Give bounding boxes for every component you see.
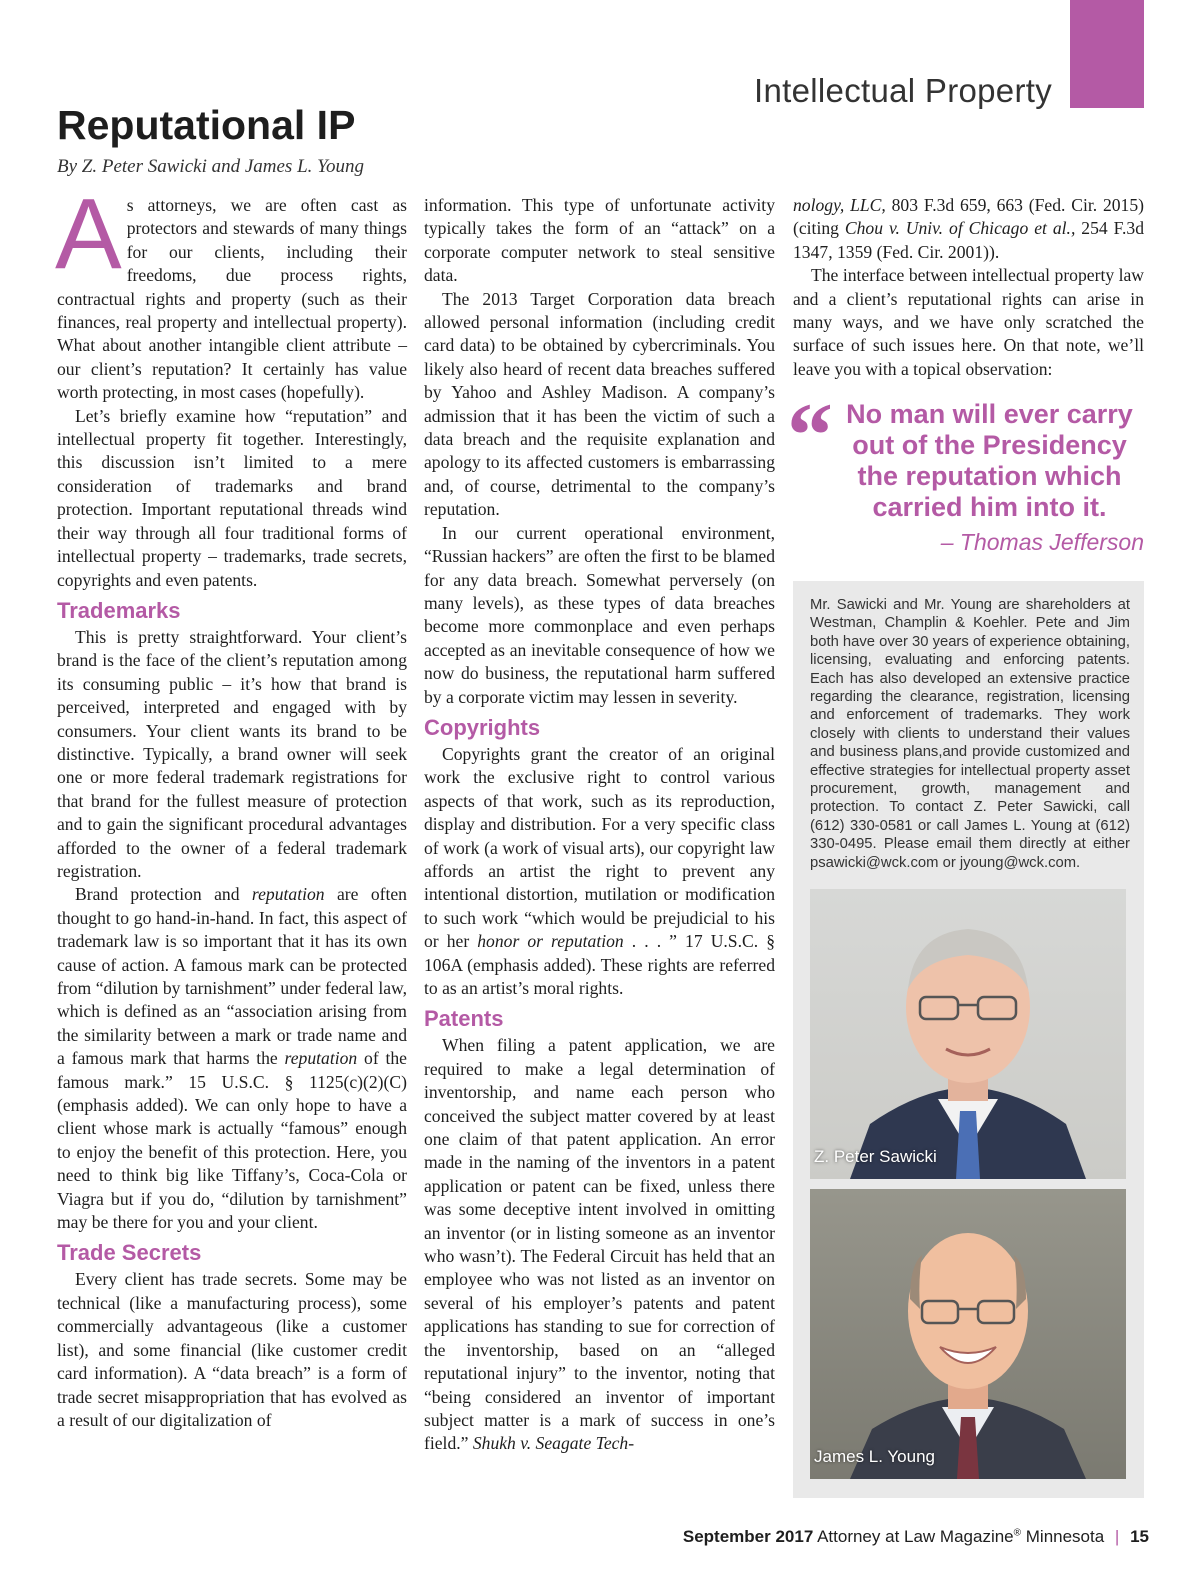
paragraph xyxy=(424,1034,775,1455)
author-bio-box xyxy=(793,581,1144,1498)
author-photo-sawicki xyxy=(810,889,1126,1179)
emphasis-text: honor or reputation xyxy=(477,931,624,952)
paragraph: This is pretty straightforward. Your client’s brand is the face of the client’s reputation among its consuming public – it’s how that brand is perceived, interpreted and engaged with by consumers. Your client wants its brand to be distinctive. Typically, a brand owner will seek one or more federal trademark registrations for that brand for the fullest measure of protection and to gain the significant procedural advantages afforded to the owner of a federal trademark registration. xyxy=(57,626,407,881)
pull-quote-text: No man will ever carry out of the Presidency the reputation which carried him into it. xyxy=(846,399,1133,523)
text-run: 254 F.3d 1347, 1359 (Fed. Cir. 2001)). xyxy=(793,218,1144,262)
emphasis-text: nology, LLC, xyxy=(793,195,886,215)
subhead-trade-secrets: Trade Secrets xyxy=(57,1240,202,1266)
author-photo-young xyxy=(810,1189,1126,1479)
quote-mark-icon: “ xyxy=(787,384,833,487)
subhead-trademarks: Trademarks xyxy=(57,597,181,623)
paragraph xyxy=(57,883,407,1234)
article-byline: By Z. Peter Sawicki and James L. Young xyxy=(57,156,364,177)
page-footer xyxy=(683,1527,1149,1547)
paragraph: In our current operational environment, “Russian hackers” are often the first to be blamed for any data breach. Somewhat perversely (on many levels), as these types of data breaches become more commonplace and even perhaps accepted as an inevitable consequence of how we now do business, the reputational harm suffered by a corporate victim may lessen in severity. xyxy=(424,522,775,707)
portrait-illustration xyxy=(810,889,1126,1179)
article-title: Reputational IP xyxy=(57,102,356,148)
text-run: of the famous mark.” 15 U.S.C. § 1125(c)(2)(C) (emphasis added). We can only hope to have a client whose mark is actually “famous” enough to enjoy the benefit of this protection. Here, you need to think big like Tiffany’s, Coca-Cola or Viagra but if you do, “dilution by tarnishment” may be there for you and your client. xyxy=(57,1048,407,1233)
paragraph: Every client has trade secrets. Some may be technical (like a manufacturing process), some commercially advantageous (like a customer list), and some financial (like customer credit card information). A “data breach” is a form of trade secret misappropriation that has evolved as a result of our digitalization of xyxy=(57,1269,407,1430)
magazine-region: Minnesota xyxy=(1025,1527,1105,1546)
author-bio-text: Mr. Sawicki and Mr. Young are shareholders at Westman, Champlin & Koehler. Pete and Jim both have over 30 years of experience obtaining, licensing, evaluating and enforcing patents. Each has also developed an extensive practice regarding the clearance, registration, licensing and enforcement of trademarks. They work closely with clients to understand their values and business plans,and provide customized and effective strategies for intellectual property asset procurement, growth, management and protection. To contact Z. Peter Sawicki, call (612) 330-0581 or call James L. Young at (612) 330-0495. Please email them directly at either psawicki@wck.com or jyoung@wck.com. xyxy=(810,597,1130,871)
section-tab-block xyxy=(1070,0,1144,108)
subhead-patents: Patents xyxy=(424,1006,504,1032)
text-run: . . . ” 17 U.S.C. § 106A (emphasis added). These rights are referred to as an artist’s moral rights. xyxy=(424,931,775,998)
article-column-1 xyxy=(55,178,407,1432)
text-run: When filing a patent application, we are required to make a legal determination of inventorship, and name each person who conceived the subject matter covered by at least one claim of that patent application. An error made in the naming of the inventors in a patent application or patent can be fixed, unless there was some deceptive intent involved in omitting an inventor (or in listing someone as an inventor who wasn’t). The Federal Circuit has held that an employee who was not listed as an inventor on several of his employer’s patents and patent applications has standing to sue for correction of the inventorship, based on an “alleged reputational injury” to the inventor, noting that “being considered an inventor of important subject matter is a mark of success in one’s field.” xyxy=(424,1035,775,1454)
photo-caption: James L. Young xyxy=(814,1447,935,1466)
paragraph xyxy=(793,194,1144,264)
paragraph-text: s attorneys, we are often cast as protectors and stewards of many things for our clients, including their freedoms, due process rights, contractual rights and property (such as their finances, real property and intellectual property). What about another intangible client attribute – our client’s reputation? It certainly has value worth protecting, in most cases (hopefully). xyxy=(57,195,407,403)
article-column-2 xyxy=(424,194,775,1456)
paragraph xyxy=(424,743,775,1000)
text-run: Copyrights grant the creator of an original work the exclusive right to control various aspects of that work, such as its reproduction, display and distribution. For a very specific class of work (a work of visual arts), our copyright law affords an artist the right to prevent any intentional distortion, mutilation or modification to such work “which would be prejudicial to his or her xyxy=(424,743,775,952)
issue-date: September 2017 xyxy=(682,1527,814,1546)
portrait-illustration xyxy=(810,1189,1126,1479)
paragraph: information. This type of unfortunate activity typically takes the form of an “attack” on a corporate computer network to steal sensitive data. xyxy=(424,195,775,286)
emphasis-text: reputation xyxy=(251,884,325,905)
paragraph: The interface between intellectual property law and a client’s reputational rights can arise in many ways, and we have only scratched the surface of such issues here. On that note, we’ll leave you with a topical observation: xyxy=(793,265,1144,379)
emphasis-text: Shukh v. Seagate Tech- xyxy=(472,1433,635,1454)
paragraph: Let’s briefly examine how “reputation” and intellectual property fit together. Interestingly, this discussion isn’t limited to a mere consideration of trademarks and brand protection. Important reputational threads wind their way through all four traditional forms of intellectual property – trademarks, trade secrets, copyrights and even patents. xyxy=(57,405,407,590)
pull-quote xyxy=(787,384,1144,569)
paragraph: The 2013 Target Corporation data breach allowed personal information (including credit card data) to be obtained by cybercriminals. You likely also heard of recent data breaches suffered by Yahoo and Ashley Madison. A company’s admission that it has been the victim of such a data breach and the requisite explanation and apology to its affected customers is embarrassing and, of course, detrimental to the company’s reputation. xyxy=(424,288,775,520)
magazine-name: Attorney at Law Magazine xyxy=(817,1527,1014,1546)
pull-quote-attribution: – Thomas Jefferson xyxy=(940,529,1144,556)
text-run: Brand protection and xyxy=(75,884,252,905)
page-number: 15 xyxy=(1130,1527,1149,1546)
text-run: 803 F.3d 659, 663 (Fed. Cir. 2015) (citing xyxy=(793,195,1144,239)
emphasis-text: reputation xyxy=(284,1048,358,1069)
text-run: are often thought to go hand-in-hand. In fact, this aspect of trademark law is so important that it has its own cause of action. A famous mark can be protected from “dilution by tarnishment” under federal law, which is defined as an “association arising from the similarity between a mark or trade name and a famous mark that harms the xyxy=(57,884,407,1069)
section-label: Intellectual Property xyxy=(754,72,1052,109)
opening-paragraph xyxy=(55,178,407,405)
footer-separator: | xyxy=(1114,1527,1120,1546)
article-column-3 xyxy=(787,194,1144,569)
drop-cap: A xyxy=(55,178,122,290)
photo-caption: Z. Peter Sawicki xyxy=(814,1147,937,1166)
subhead-copyrights: Copyrights xyxy=(424,714,541,740)
emphasis-text: Chou v. Univ. of Chicago et al., xyxy=(844,218,1076,239)
registered-mark: ® xyxy=(1013,1527,1022,1539)
